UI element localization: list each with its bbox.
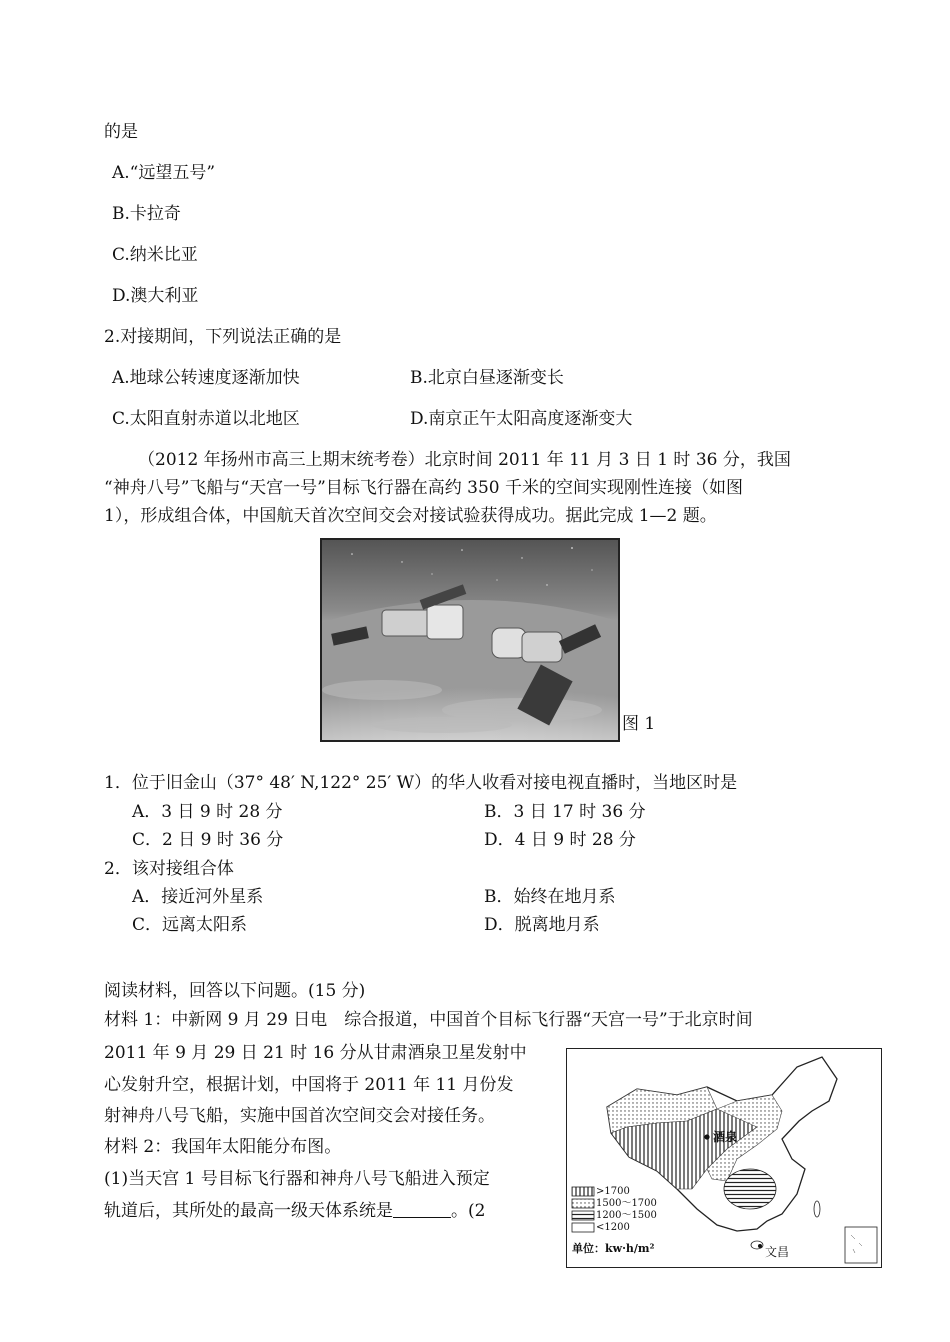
answer-blank[interactable] xyxy=(393,1216,451,1218)
option-b: B．始终在地月系 xyxy=(484,887,616,907)
option-d: D.澳大利亚 xyxy=(112,286,199,306)
spacecraft-docking-photo xyxy=(320,538,620,742)
option-c: C．2 日 9 时 36 分 xyxy=(132,830,284,850)
option-a: A.地球公转速度逐渐加快 xyxy=(112,368,300,388)
option-d: D．4 日 9 时 28 分 xyxy=(484,830,636,850)
question-2-stem: 2．该对接组合体 xyxy=(104,859,234,879)
figure-1-caption: 图 1 xyxy=(622,714,656,734)
legend-label: <1200 xyxy=(596,1222,630,1233)
solar-energy-map xyxy=(566,1048,882,1268)
material-1-line: 心发射升空，根据计划，中国将于 2011 年 11 月份发 xyxy=(104,1075,514,1095)
legend-label: >1700 xyxy=(596,1186,630,1197)
option-b: B.北京白昼逐渐变长 xyxy=(410,368,564,388)
sub-question-text: 。(2 xyxy=(451,1201,486,1221)
legend-label: 1200～1500 xyxy=(596,1210,657,1221)
sub-question-1-line2 xyxy=(104,1203,485,1220)
option-b: B.卡拉奇 xyxy=(112,204,181,224)
question-2-stem: 2.对接期间，下列说法正确的是 xyxy=(104,327,342,347)
material-1-line: 2011 年 9 月 29 日 21 时 16 分从甘肃酒泉卫星发射中 xyxy=(104,1043,527,1063)
option-d: D.南京正午太阳高度逐渐变大 xyxy=(410,409,633,429)
sub-question-text: 轨道后，其所处的最高一级天体系统是 xyxy=(104,1201,393,1221)
passage-line: （2012 年扬州市高三上期末统考卷）北京时间 2011 年 11 月 3 日 1 时 36 分，我国 xyxy=(138,450,791,470)
option-b: B．3 日 17 时 36 分 xyxy=(484,802,646,822)
option-c: C.纳米比亚 xyxy=(112,245,198,265)
option-d: D．脱离地月系 xyxy=(484,915,600,935)
sub-question-1-line1: (1)当天宫 1 号目标飞行器和神舟八号飞船进入预定 xyxy=(104,1169,490,1189)
option-a: A.“远望五号” xyxy=(112,163,216,183)
legend-label: 1500～1700 xyxy=(596,1198,657,1209)
option-c: C.太阳直射赤道以北地区 xyxy=(112,409,300,429)
option-a: A．接近河外星系 xyxy=(132,887,264,907)
passage-line: “神舟八号”飞船与“天宫一号”目标飞行器在高约 350 千米的空间实现刚性连接（如图 xyxy=(104,478,744,498)
question-1-stem: 1．位于旧金山（37° 48′ N,122° 25′ W）的华人收看对接电视直播时，当地区时是 xyxy=(104,773,738,793)
map-unit: 单位：kw·h/m² xyxy=(572,1242,655,1255)
material-1-line: 射神舟八号飞船，实施中国首次空间交会对接任务。 xyxy=(104,1106,495,1126)
passage-line: 1），形成组合体，中国航天首次空间交会对接试验获得成功。据此完成 1—2 题。 xyxy=(104,506,717,526)
question-stem-tail: 的是 xyxy=(104,122,138,142)
material-2-line: 材料 2：我国年太阳能分布图。 xyxy=(104,1137,342,1157)
city-label-jiuquan: 酒泉 xyxy=(713,1130,738,1144)
option-c: C．远离太阳系 xyxy=(132,915,248,935)
city-label-wenchang: 文昌 xyxy=(765,1245,790,1259)
material-1-line: 材料 1：中新网 9 月 29 日电 综合报道，中国首个目标飞行器“天宫一号”于北京时间 xyxy=(104,1010,753,1030)
option-a: A．3 日 9 时 28 分 xyxy=(132,802,283,822)
reading-intro: 阅读材料，回答以下问题。(15 分) xyxy=(104,981,366,1001)
